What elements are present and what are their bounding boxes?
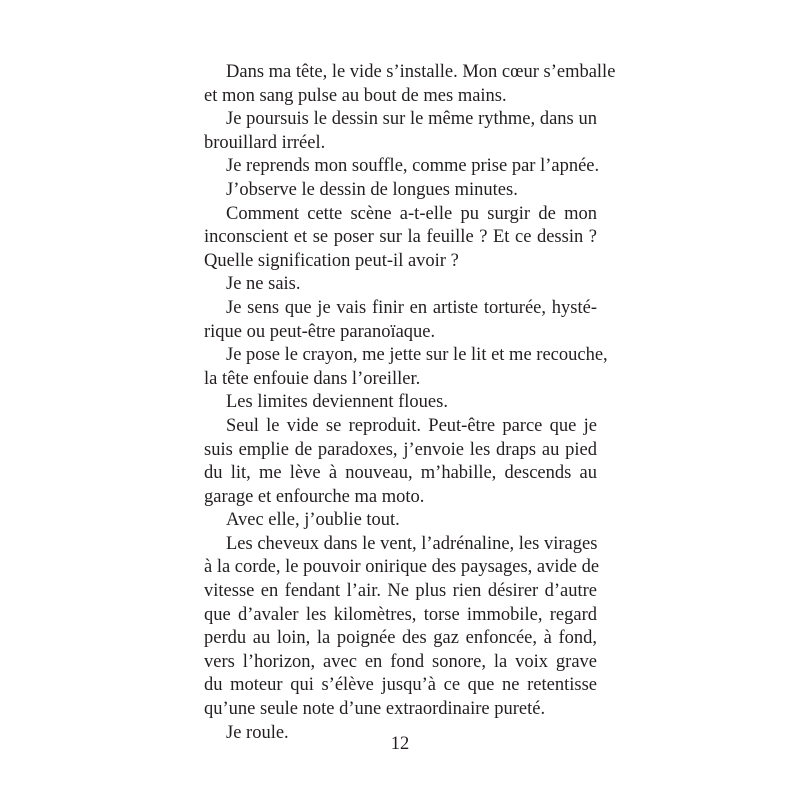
text-line: Avec elle, j’oublie tout. bbox=[226, 510, 400, 531]
text-line: J’observe le dessin de longues minutes. bbox=[226, 179, 518, 200]
body-text bbox=[204, 61, 616, 745]
text-line: à la corde, le pouvoir onirique des paysages, avide de bbox=[204, 557, 600, 578]
text-line: Je reprends mon souffle, comme prise par l’apnée. bbox=[226, 156, 600, 177]
text-line: suis emplie de paradoxes, j’envoie les draps au pied bbox=[204, 439, 597, 460]
text-line: Les cheveux dans le vent, l’adrénaline, les virages bbox=[226, 533, 598, 554]
text-line: rique ou peut-être paranoïaque. bbox=[204, 321, 436, 342]
text-line: qu’une seule note d’une extraordinaire pureté. bbox=[204, 699, 546, 720]
text-line: Seul le vide se reproduit. Peut-être parce que je bbox=[226, 415, 597, 436]
text-line: Je ne sais. bbox=[226, 274, 301, 295]
text-line: la tête enfouie dans l’oreiller. bbox=[204, 368, 421, 389]
page-number: 12 bbox=[390, 734, 410, 754]
text-line: et mon sang pulse au bout de mes mains. bbox=[204, 85, 507, 106]
text-line: que d’avaler les kilomètres, torse immobile, regard bbox=[204, 604, 597, 625]
text-line: Je roule. bbox=[226, 722, 289, 743]
text-line: inconscient et se poser sur la feuille ? Et ce dessin ? bbox=[204, 227, 597, 248]
text-line: vitesse en fendant l’air. Ne plus rien désirer d’autre bbox=[204, 581, 597, 602]
text-line: perdu au loin, la poignée des gaz enfoncée, à fond, bbox=[204, 628, 597, 649]
text-line: Quelle signification peut-il avoir ? bbox=[204, 250, 459, 271]
text-line: Je sens que je vais finir en artiste torturée, hysté- bbox=[226, 297, 597, 318]
text-line: du moteur qui s’élève jusqu’à ce que ne retentisse bbox=[204, 675, 597, 696]
text-line: garage et enfourche ma moto. bbox=[204, 486, 425, 507]
text-line: Comment cette scène a-t-elle pu surgir de mon bbox=[226, 203, 597, 224]
text-line: Les limites deviennent floues. bbox=[226, 392, 448, 413]
text-line: vers l’horizon, avec en fond sonore, la voix grave bbox=[204, 651, 597, 672]
text-line: brouillard irréel. bbox=[204, 132, 326, 153]
text-line: du lit, me lève à nouveau, m’habille, descends au bbox=[204, 463, 597, 484]
text-line: Je pose le crayon, me jette sur le lit et me recouche, bbox=[226, 345, 608, 366]
text-line: Dans ma tête, le vide s’installe. Mon cœur s’emballe bbox=[226, 62, 616, 82]
text-line: Je poursuis le dessin sur le même rythme, dans un bbox=[226, 109, 597, 130]
